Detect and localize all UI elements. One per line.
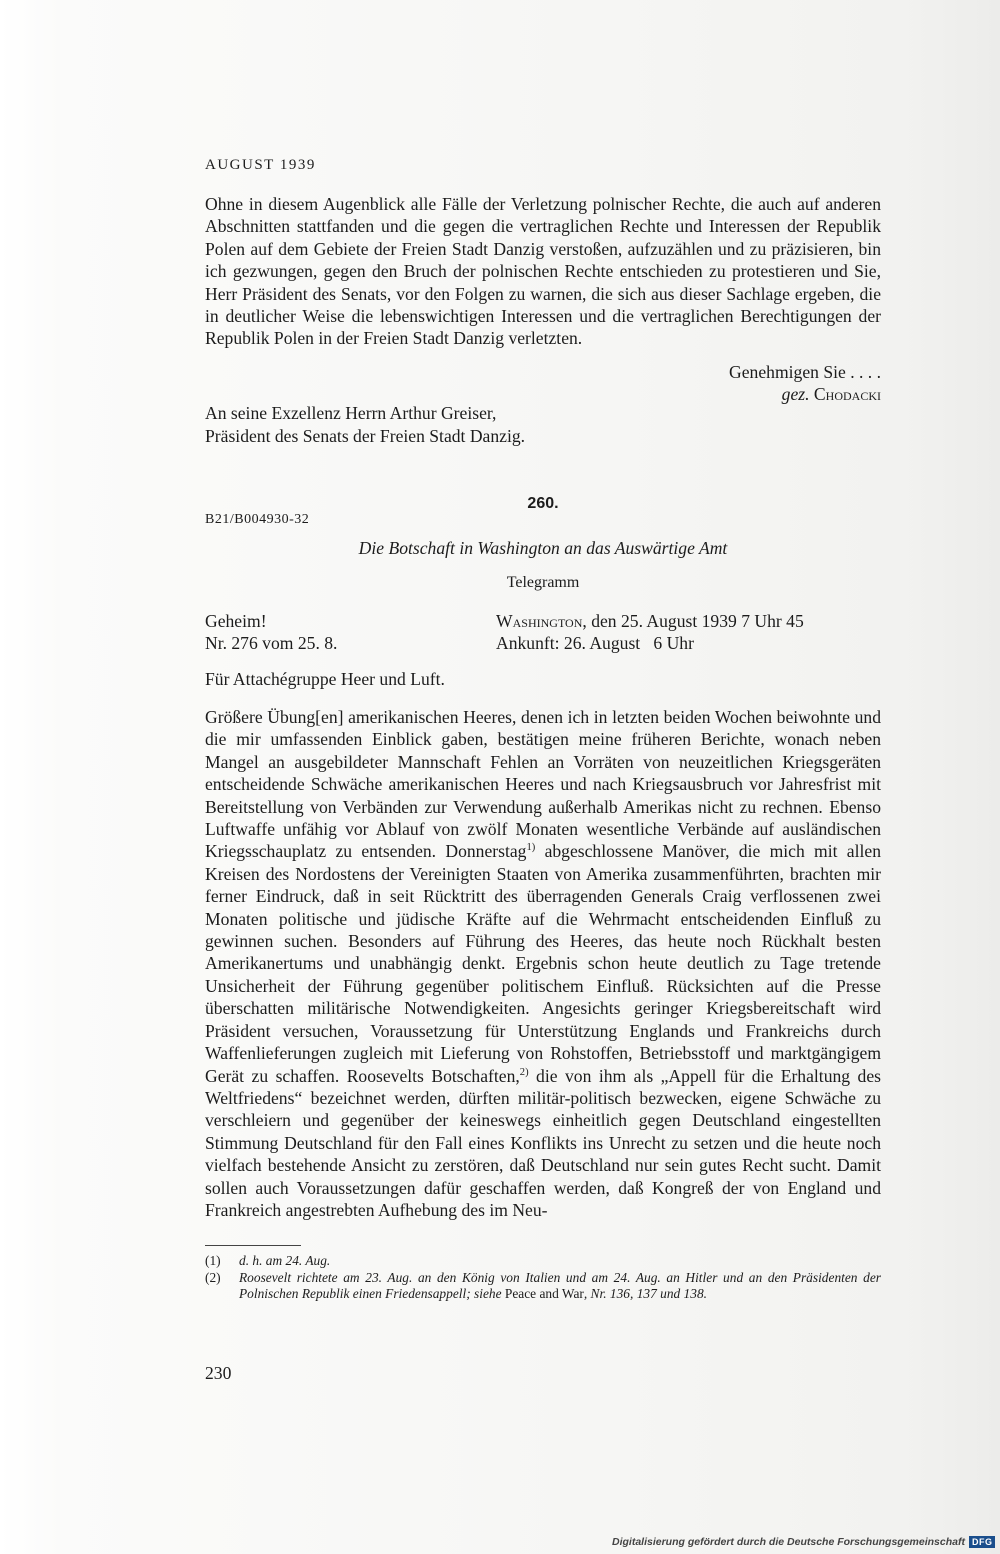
addressee-line-2: Präsident des Senats der Freien Stadt Danzig. — [205, 426, 526, 446]
recipient-line: Für Attachégruppe Heer und Luft. — [205, 669, 445, 689]
body-part-2: abgeschlossene Manöver, die mich mit allen Kreisen des Nordostens der Vereinigten Staaten von Amerika zusammenführten, brachten mir ferner Eindruck, daß in seit Rücktritt des überragenden Generals Craig verflossenen zwei Monaten politische und jüdische Kräfte auf die Wehrmacht entscheidenden Einfluß zu gewinnen suchen. Besonders auf Führung des Heeres, das heute noch Rückhalt besten Amerikanertums und unabhängig denkt. Ergebnis schon heute deutlich zu Tage tretende Unsicherheit der Führung gegenüber politischem Einfluß. Rücksichten auf die Presse überschatten militärische Notwendigkeiten. Angesichts geringer Kriegsbereitschaft wird Präsident versuchen, Voraussetzung für Unterstützung Englands und Frankreichs durch Waffenlieferungen zugleich mit Lieferung von Rohstoffen, Betriebsstoff und marktgängigem Gerät zu schaffen. Roosevelts Botschaften, — [205, 841, 881, 1086]
funding-note — [612, 1536, 995, 1548]
intro-paragraph: Ohne in diesem Augenblick alle Fälle der Verletzung polnischer Rechte, die auch auf anderen Abschnitten stattfanden und die gegen die vertraglichen Rechte und Interessen der Republik Polen auf dem Gebiete der Freien Stadt Danzig verstoßen, aufzuzählen und zu präzisieren, bin ich gezwungen, gegen den Bruch der polnischen Rechte entschieden zu protestieren und Sie, Herr Präsident des Senats, vor den Folgen zu warnen, die sich aus dieser Sachlage ergeben, die in deutlicher Weise die lebenswichtigen Interessen und die vertraglichen Berechtigungen der Republik Polen in der Freien Stadt Danzig verletzten. — [205, 194, 881, 349]
signature-name: Chodacki — [813, 384, 881, 404]
footnote-rule — [205, 1245, 301, 1246]
telegram-body — [205, 706, 881, 1221]
footnote-text — [239, 1270, 881, 1303]
footnote-mark: (1) — [205, 1253, 221, 1268]
date-sent: , den 25. August 1939 7 Uhr 45 — [582, 611, 804, 631]
document-type: Telegramm — [506, 574, 580, 591]
place: Washington — [496, 611, 583, 631]
addressee-line-1: An seine Exzellenz Herrn Arthur Greiser, — [205, 403, 497, 423]
telegram-body-block — [205, 706, 881, 1221]
intro-paragraph-block — [205, 193, 881, 350]
footnote-1 — [205, 1253, 881, 1270]
footnote-ref-1: 1) — [526, 842, 536, 854]
document-number: 260. — [527, 495, 559, 512]
document-title: Die Botschaft in Washington an das Auswärtige Amt — [358, 538, 728, 558]
running-header: AUGUST 1939 — [205, 157, 316, 173]
file-code: B21/B004930-32 — [205, 512, 310, 527]
footnote-text-b: , Nr. 136, 137 und 138. — [583, 1286, 707, 1301]
footnote-2 — [205, 1270, 881, 1303]
signature — [782, 383, 881, 405]
closing-greeting: Genehmigen Sie . . . . — [729, 362, 881, 382]
footnote-ref-2: 2) — [519, 1066, 529, 1078]
sent-line — [496, 610, 804, 632]
telegram-meta-left — [205, 610, 337, 654]
addressee — [205, 402, 525, 448]
footnote-text-a: Roosevelt richtete am 23. Aug. an den König von Italien und am 24. Aug. an Hitler und an den Präsidenten der Polnischen Republik einen Friedensappell; siehe — [239, 1269, 881, 1301]
footnote-source: Peace and War — [504, 1286, 584, 1301]
arrival: Ankunft: 26. August 6 Uhr — [496, 633, 694, 653]
body-part-1: Größere Übung[en] amerikanischen Heeres, denen ich in letzten beiden Wochen beiwohnte und die mir umfassenden Einblick gaben, bestätigen meine früheren Berichte, wonach neben Mangel an ausgebildeter Mannschaft Fehlen an Vorräten von neuzeitlichen Kriegsgeräten entscheidende Schwäche amerikanischen Heeres und nach Kriegsausbruch vor Jahresfrist mit Bereitstellung von Verbänden zur Verwendung außerhalb Amerikas nicht zu rechnen. Ebenso Luftwaffe unfähig vor Ablauf von zwölf Monaten wesentliche Verbände auf ausländischen Kriegsschauplatz zu entsenden. Donnerstag — [205, 707, 881, 862]
telegram-number: Nr. 276 vom 25. 8. — [205, 633, 338, 653]
page-number: 230 — [205, 1363, 232, 1383]
footnote-mark: (2) — [205, 1269, 221, 1285]
footnotes — [205, 1253, 881, 1303]
dfg-logo: DFG — [969, 1536, 996, 1548]
telegram-meta-right — [496, 610, 804, 654]
classification: Geheim! — [205, 611, 267, 631]
body-part-3: die von ihm als „Appell für die Erhaltung des Weltfriedens“ bezeichnet werden, dürften militär-politisch bezwecken, eigene Schwäche zu verschleiern und gegenüber der keineswegs einheitlich gegen Deutschland eingestellten Stimmung Deutschland für den Fall eines Konflikts ins Unrecht zu setzen und die heute noch vielfach bestehende Ansicht zu zerstören, daß Deutschland nur sein gutes Recht sucht. Damit sollen auch Voraussetzungen dafür geschaffen werden, daß Kongreß der von England und Frankreich angestrebten Aufhebung des im Neu- — [205, 1065, 881, 1220]
funding-note-text: Digitalisierung gefördert durch die Deutsche Forschungsgemeinschaft — [612, 1536, 965, 1548]
signature-prefix: gez. — [781, 384, 810, 404]
footnote-text: d. h. am 24. Aug. — [239, 1253, 331, 1268]
